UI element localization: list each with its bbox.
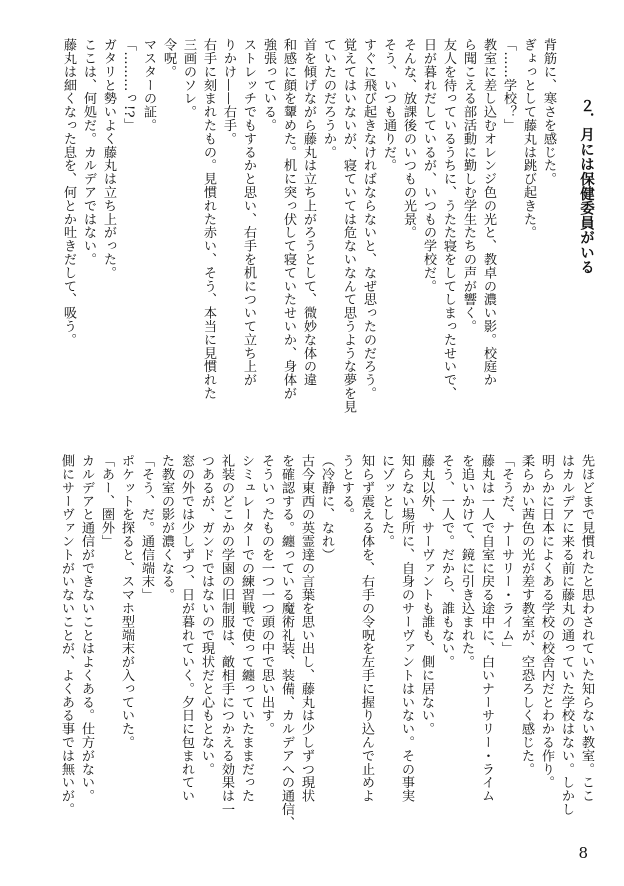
text-line: 知らず震える体を、右手の令呪を左手に握り込んで止めよ bbox=[359, 454, 374, 803]
text-line: ていたのだろうか。 bbox=[321, 38, 336, 159]
text-line: 先ほどまで見慣れたと思わされていた知らない教室。ここ bbox=[579, 454, 594, 803]
text-line: （冷静に、なれ） bbox=[319, 454, 334, 562]
lower-text-column bbox=[40, 454, 596, 846]
text-line: 知らない場所に、自身のサーヴァントはいない。その事実 bbox=[399, 454, 414, 803]
upper-text-column bbox=[40, 38, 596, 430]
text-line: そう、いつも通りだ。 bbox=[381, 38, 396, 172]
text-line: 藤丸は細くなった息を、何とか吐きだして、吸う。 bbox=[61, 38, 76, 347]
text-line: ぎょっとして藤丸は跳び起きた。 bbox=[521, 38, 536, 239]
text-line: 首を傾げながら藤丸は立ち上がろうとして、微妙な体の違 bbox=[301, 38, 316, 387]
text-line: すぐに飛び起きなければならないと、なぜ思ったのだろう。 bbox=[361, 38, 376, 400]
text-line: 窓の外では少しずつ、日が暮れていく。夕日に包まれてい bbox=[179, 454, 194, 803]
text-line: 明らかに日本によくある学校の校舎内だとわかる作り。 bbox=[539, 454, 554, 789]
text-line: を追いかけて、鏡に引き込まれた。 bbox=[459, 454, 474, 669]
text-line: 友人を待っているうちに、うたた寝をしてしまったせいで、 bbox=[441, 38, 456, 400]
text-line: 教室に差し込むオレンジ色の光と、教卓の濃い影。校庭か bbox=[481, 38, 496, 387]
text-line: 三画のソレ。 bbox=[181, 38, 196, 119]
text-line: りかけ——右手。 bbox=[221, 38, 236, 146]
text-line: つあるが、ガンドではないので現状だと心もとない。 bbox=[199, 454, 214, 776]
text-line: 「そう、だ。通信端末」 bbox=[139, 454, 154, 602]
text-line: 「………っ!?」 bbox=[121, 38, 136, 132]
text-line: 日が暮れだしているが、いつもの学校だ。 bbox=[421, 38, 436, 293]
text-line: 礼装のどこかの学園の旧制服は、敵相手につかえる効果は一 bbox=[219, 454, 234, 816]
text-line: 覚えてはいないが、寝ていては危ないなんて思うような夢を見 bbox=[341, 38, 356, 414]
text-line: 「……学校？」 bbox=[501, 38, 516, 132]
text-line: ら聞こえる部活動に勤しむ学生たちの声が響く。 bbox=[461, 38, 476, 333]
text-line: 和感に顔を顰めた。机に突っ伏して寝ていたせいか、身体が bbox=[281, 38, 296, 400]
text-line: 令呪。 bbox=[161, 38, 176, 79]
text-line: 側にサーヴァントがいないことが、よくある事では無いが。 bbox=[59, 454, 74, 816]
page-number: 8 bbox=[578, 844, 588, 862]
text-line: うとする。 bbox=[339, 454, 354, 521]
text-line: ストレッチでもするかと思い、右手を机について立ち上が bbox=[241, 38, 256, 387]
text-line: ここは、何処だ。カルデアではない。 bbox=[81, 38, 96, 266]
text-line: ガタリと勢いよく藤丸は立ち上がった。 bbox=[101, 38, 116, 280]
text-line: 柔らかい茜色の光が差す教室が、空恐ろしく感じた。 bbox=[519, 454, 534, 776]
text-line: シミュレーターでの練習戦で使って纏っていたままだった bbox=[239, 454, 254, 803]
text-line: はカルデアに来る前に藤丸の通っていた学校はない。しかし bbox=[559, 454, 574, 816]
text-line: 藤丸は一人で自室に戻る途中に、白いナーサリー・ライム bbox=[479, 454, 494, 803]
text-line: 強張っている。 bbox=[261, 38, 276, 132]
text-line: カルデアと通信ができないことはよくある。仕方がない。 bbox=[79, 454, 94, 803]
text-line: 背筋に、寒さを感じた。 bbox=[541, 38, 556, 186]
text-line: そんな、放課後のいつもの光景。 bbox=[401, 38, 416, 239]
chapter-title: ２．月には保健委員がいる bbox=[578, 98, 594, 275]
text-line: 「あー、圏外」 bbox=[99, 454, 114, 548]
text-line: を確認する。纏っている魔術礼装、装備、カルデアへの通信、 bbox=[279, 454, 294, 830]
text-line: 「そうだ、ナーサリー・ライム」 bbox=[499, 454, 514, 655]
text-line: そういったものを一つ一つ頭の中で思い出す。 bbox=[259, 454, 274, 736]
text-line: にゾッとした。 bbox=[379, 454, 394, 548]
text-line: 右手に刻まれたもの。見慣れた赤い、そう、本当に見慣れた bbox=[201, 38, 216, 400]
text-line: そう、一人で。だから、誰もない。 bbox=[439, 454, 454, 669]
text-line: 古今東西の英霊達の言葉を思い出し、藤丸は少しずつ現状 bbox=[299, 454, 314, 803]
text-line: ポケットを探ると、スマホ型端末が入っていた。 bbox=[119, 454, 134, 749]
text-line: マスターの証。 bbox=[141, 38, 156, 132]
text-line: た教室の影が濃くなる。 bbox=[159, 454, 174, 602]
text-line: 藤丸以外、サーヴァントも誰も、側に居ない。 bbox=[419, 454, 434, 736]
